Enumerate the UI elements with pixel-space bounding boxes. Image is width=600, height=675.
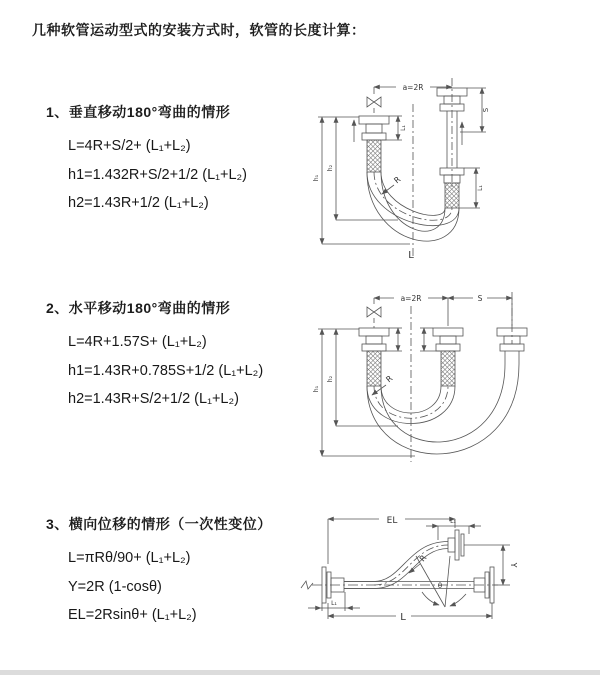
dim-label-h2: h₂	[327, 164, 334, 172]
dim-label-h2: h₂	[327, 375, 334, 383]
dim-label-l1-left: L₁	[400, 125, 407, 131]
section-heading	[46, 102, 247, 122]
top-dimensions	[374, 292, 512, 326]
formula-L: L=πRθ/90+ (L₁+L₂)	[68, 550, 191, 566]
section-number: 1、	[46, 104, 69, 120]
formula-h2: h2=1.43R+1/2 (L₁+L₂)	[68, 195, 209, 211]
dim-label-r: R	[392, 174, 403, 186]
formula-h1: h1=1.43R+0.785S+1/2 (L₁+L₂)	[68, 362, 264, 379]
diagram-vertical-180-bend	[310, 70, 595, 262]
section-vertical-bend	[46, 102, 247, 218]
dim-label-s: S	[477, 294, 483, 303]
section-title: 水平移动180°弯曲的情形	[68, 300, 231, 316]
section-heading	[46, 514, 272, 534]
dim-label-a2r: a=2R	[402, 83, 424, 92]
dim-label-r: R	[384, 373, 395, 385]
section-lateral-displacement	[46, 514, 272, 630]
diagram-lateral-displacement	[298, 498, 600, 663]
formula-list	[68, 132, 247, 218]
dim-label-h1: h₁	[313, 385, 320, 393]
dim-label-l1-right: L₁	[477, 185, 484, 191]
braided-hose	[367, 351, 381, 386]
section-number: 2、	[46, 300, 69, 316]
formula-L: L=4R+S/2+ (L₁+L₂)	[68, 138, 191, 154]
valve-icon	[367, 97, 381, 107]
right-fitting	[497, 328, 527, 364]
section-number: 3、	[46, 516, 69, 532]
diagram-horizontal-180-bend	[310, 284, 600, 466]
braided-hose	[445, 183, 459, 208]
formula-Y: Y=2R (1-cosθ)	[68, 578, 162, 595]
dim-label-s: S	[482, 107, 490, 113]
dim-label-l1-top: L₁	[450, 518, 456, 525]
valve-icon	[367, 307, 381, 317]
dim-label-l: L	[408, 250, 414, 261]
braided-hose	[441, 351, 455, 386]
section-heading	[46, 298, 263, 318]
formula-EL: EL=2Rsinθ+ (L₁+L₂)	[68, 607, 197, 623]
section-horizontal-bend	[46, 298, 263, 414]
formula-h2: h2=1.43R+S/2+1/2 (L₁+L₂)	[68, 391, 239, 407]
formula-list	[68, 544, 272, 630]
y-dimension	[464, 545, 510, 585]
dim-label-l: L	[400, 612, 406, 623]
centerline-break	[301, 581, 313, 589]
formula-list	[68, 328, 263, 414]
upper-flange	[448, 530, 464, 560]
dim-label-theta: θ	[437, 582, 443, 590]
middle-fitting	[433, 328, 463, 386]
page-title: 几种软管运动型式的安装方式时，软管的长度计算：	[32, 22, 366, 38]
l-dimension	[328, 603, 492, 622]
braided-hose	[367, 140, 381, 172]
formula-L: L=4R+1.57S+ (L₁+L₂)	[68, 334, 207, 350]
dim-label-el: EL	[386, 516, 398, 526]
centerlines	[301, 581, 498, 589]
dim-label-a2r: a=2R	[400, 294, 422, 303]
left-fitting	[359, 116, 389, 172]
dim-label-l1-left: L₁	[331, 600, 337, 607]
section-title: 垂直移动180°弯曲的情形	[68, 104, 231, 120]
section-title: 横向位移的情形（一次性变位）	[68, 516, 272, 532]
dim-label-h1: h₁	[313, 174, 320, 182]
radius-leader	[409, 564, 420, 573]
left-fitting-length-dim	[382, 116, 402, 140]
height-dimensions	[318, 329, 415, 456]
dim-label-r: R	[417, 553, 429, 564]
formula-h1: h1=1.432R+S/2+1/2 (L₁+L₂)	[68, 166, 248, 183]
page-bottom-edge	[0, 670, 600, 675]
dim-label-y: Y	[509, 562, 518, 568]
